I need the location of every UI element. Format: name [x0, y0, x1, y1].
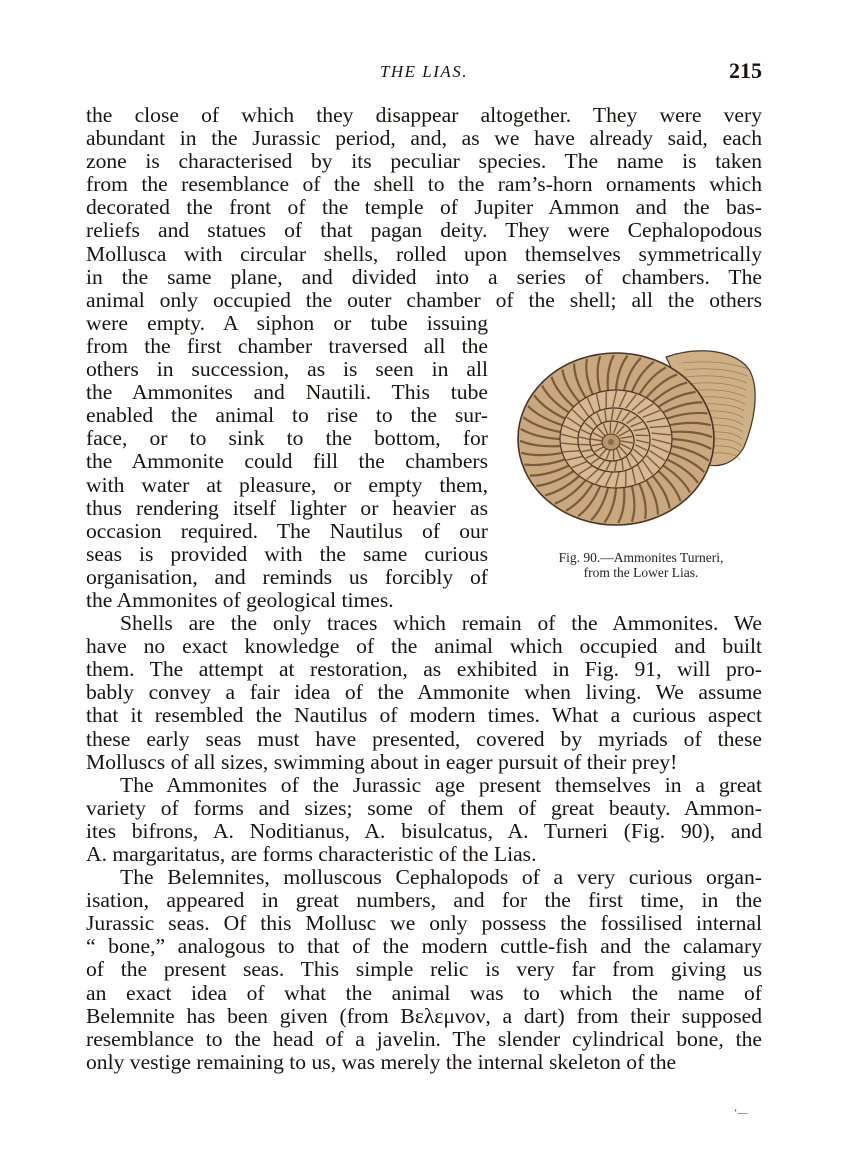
- caption-line: Fig. 90.—Ammonites Turneri,: [558, 550, 724, 565]
- text-line: the Ammonites and Nautili. This tube: [86, 380, 488, 405]
- text-line: “ bone,” analogous to that of the modern cuttle-fish and the calamary: [86, 934, 762, 959]
- text-line: animal only occupied the outer chamber of the shell; all the others: [86, 287, 762, 312]
- umbilicus-center: [608, 439, 614, 445]
- body-text: [86, 104, 762, 1074]
- footer-mark: ‘—: [734, 1108, 748, 1119]
- text-line: the close of which they disappear altogether. They were very: [86, 103, 762, 127]
- text-line: abundant in the Jurassic period, and, as we have already said, each: [86, 126, 762, 151]
- paragraph-start: Shells are the only traces which remain of the Ammonites. We: [120, 611, 762, 636]
- text-line: resemblance to the head of a javelin. The slender cylindrical bone, the: [86, 1026, 762, 1051]
- text-line: of the present seas. This simple relic is very far from giving us: [86, 957, 762, 982]
- text-line: ites bifrons, A. Noditianus, A. bisulcatus, A. Turneri (Fig. 90), and: [86, 818, 762, 843]
- text-line: seas is provided with the same curious: [86, 541, 488, 566]
- text-line: only vestige remaining to us, was merely the internal skeleton of the: [86, 1049, 677, 1074]
- text-line: variety of forms and sizes; some of them of great beauty. Ammon-: [86, 795, 762, 820]
- text-line: these early seas must have presented, covered by myriads of these: [86, 726, 762, 751]
- page-number: 215: [729, 58, 762, 83]
- text-line: were empty. A siphon or tube issuing: [86, 310, 488, 335]
- text-line: Jurassic seas. Of this Mollusc we only possess the fossilised internal: [86, 911, 762, 936]
- ammonite-figure: [512, 343, 762, 583]
- figure-caption: [526, 550, 756, 580]
- text-line: enabled the animal to rise to the sur-: [86, 403, 488, 428]
- text-line: organisation, and reminds us forcibly of: [86, 564, 488, 589]
- ammonite-fossil-icon: [516, 343, 758, 543]
- text-line: Molluscs of all sizes, swimming about in eager pursuit of their prey!: [86, 749, 678, 774]
- text-line: thus rendering itself lighter or heavier as: [86, 495, 488, 520]
- text-line: occasion required. The Nautilus of our: [86, 518, 488, 543]
- paragraph-start: The Belemnites, molluscous Cephalopods of a very curious organ-: [120, 865, 762, 890]
- caption-line: from the Lower Lias.: [583, 565, 699, 580]
- text-line: with water at pleasure, or empty them,: [86, 472, 488, 497]
- running-title: THE LIAS.: [379, 62, 469, 81]
- text-line: have no exact knowledge of the animal which occupied and built: [86, 634, 762, 659]
- text-line: them. The attempt at restoration, as exhibited in Fig. 91, will pro-: [86, 657, 762, 682]
- text-line: decorated the front of the temple of Jupiter Ammon and the bas-: [86, 195, 762, 220]
- text-line: reliefs and statues of that pagan deity. They were Cephalopodous: [86, 218, 762, 243]
- text-line: that it resembled the Nautilus of modern times. What a curious aspect: [86, 703, 762, 728]
- page-header: [86, 58, 762, 88]
- text-line: in the same plane, and divided into a series of chambers. The: [86, 264, 762, 289]
- text-line: others in succession, as is seen in all: [86, 357, 488, 382]
- text-line: zone is characterised by its peculiar species. The name is taken: [86, 149, 762, 174]
- text-line: the Ammonites of geological times.: [86, 587, 394, 612]
- text-line: the Ammonite could fill the chambers: [86, 449, 488, 474]
- text-line: bably convey a fair idea of the Ammonite when living. We assume: [86, 680, 762, 705]
- text-line: an exact idea of what the animal was to which the name of: [86, 980, 762, 1005]
- text-line: Belemnite has been given (from Βελεμνον, a dart) from their supposed: [86, 1003, 762, 1028]
- text-line: isation, appeared in great numbers, and for the first time, in the: [86, 888, 762, 913]
- text-line: face, or to sink to the bottom, for: [86, 426, 488, 451]
- text-line: from the resemblance of the shell to the ram’s-horn ornaments which: [86, 172, 762, 197]
- text-line: A. margaritatus, are forms characteristic of the Lias.: [86, 842, 537, 866]
- text-line: from the first chamber traversed all the: [86, 333, 488, 358]
- paragraph-start: The Ammonites of the Jurassic age present themselves in a great: [120, 772, 762, 797]
- text-line: Mollusca with circular shells, rolled upon themselves symmetrically: [86, 241, 762, 266]
